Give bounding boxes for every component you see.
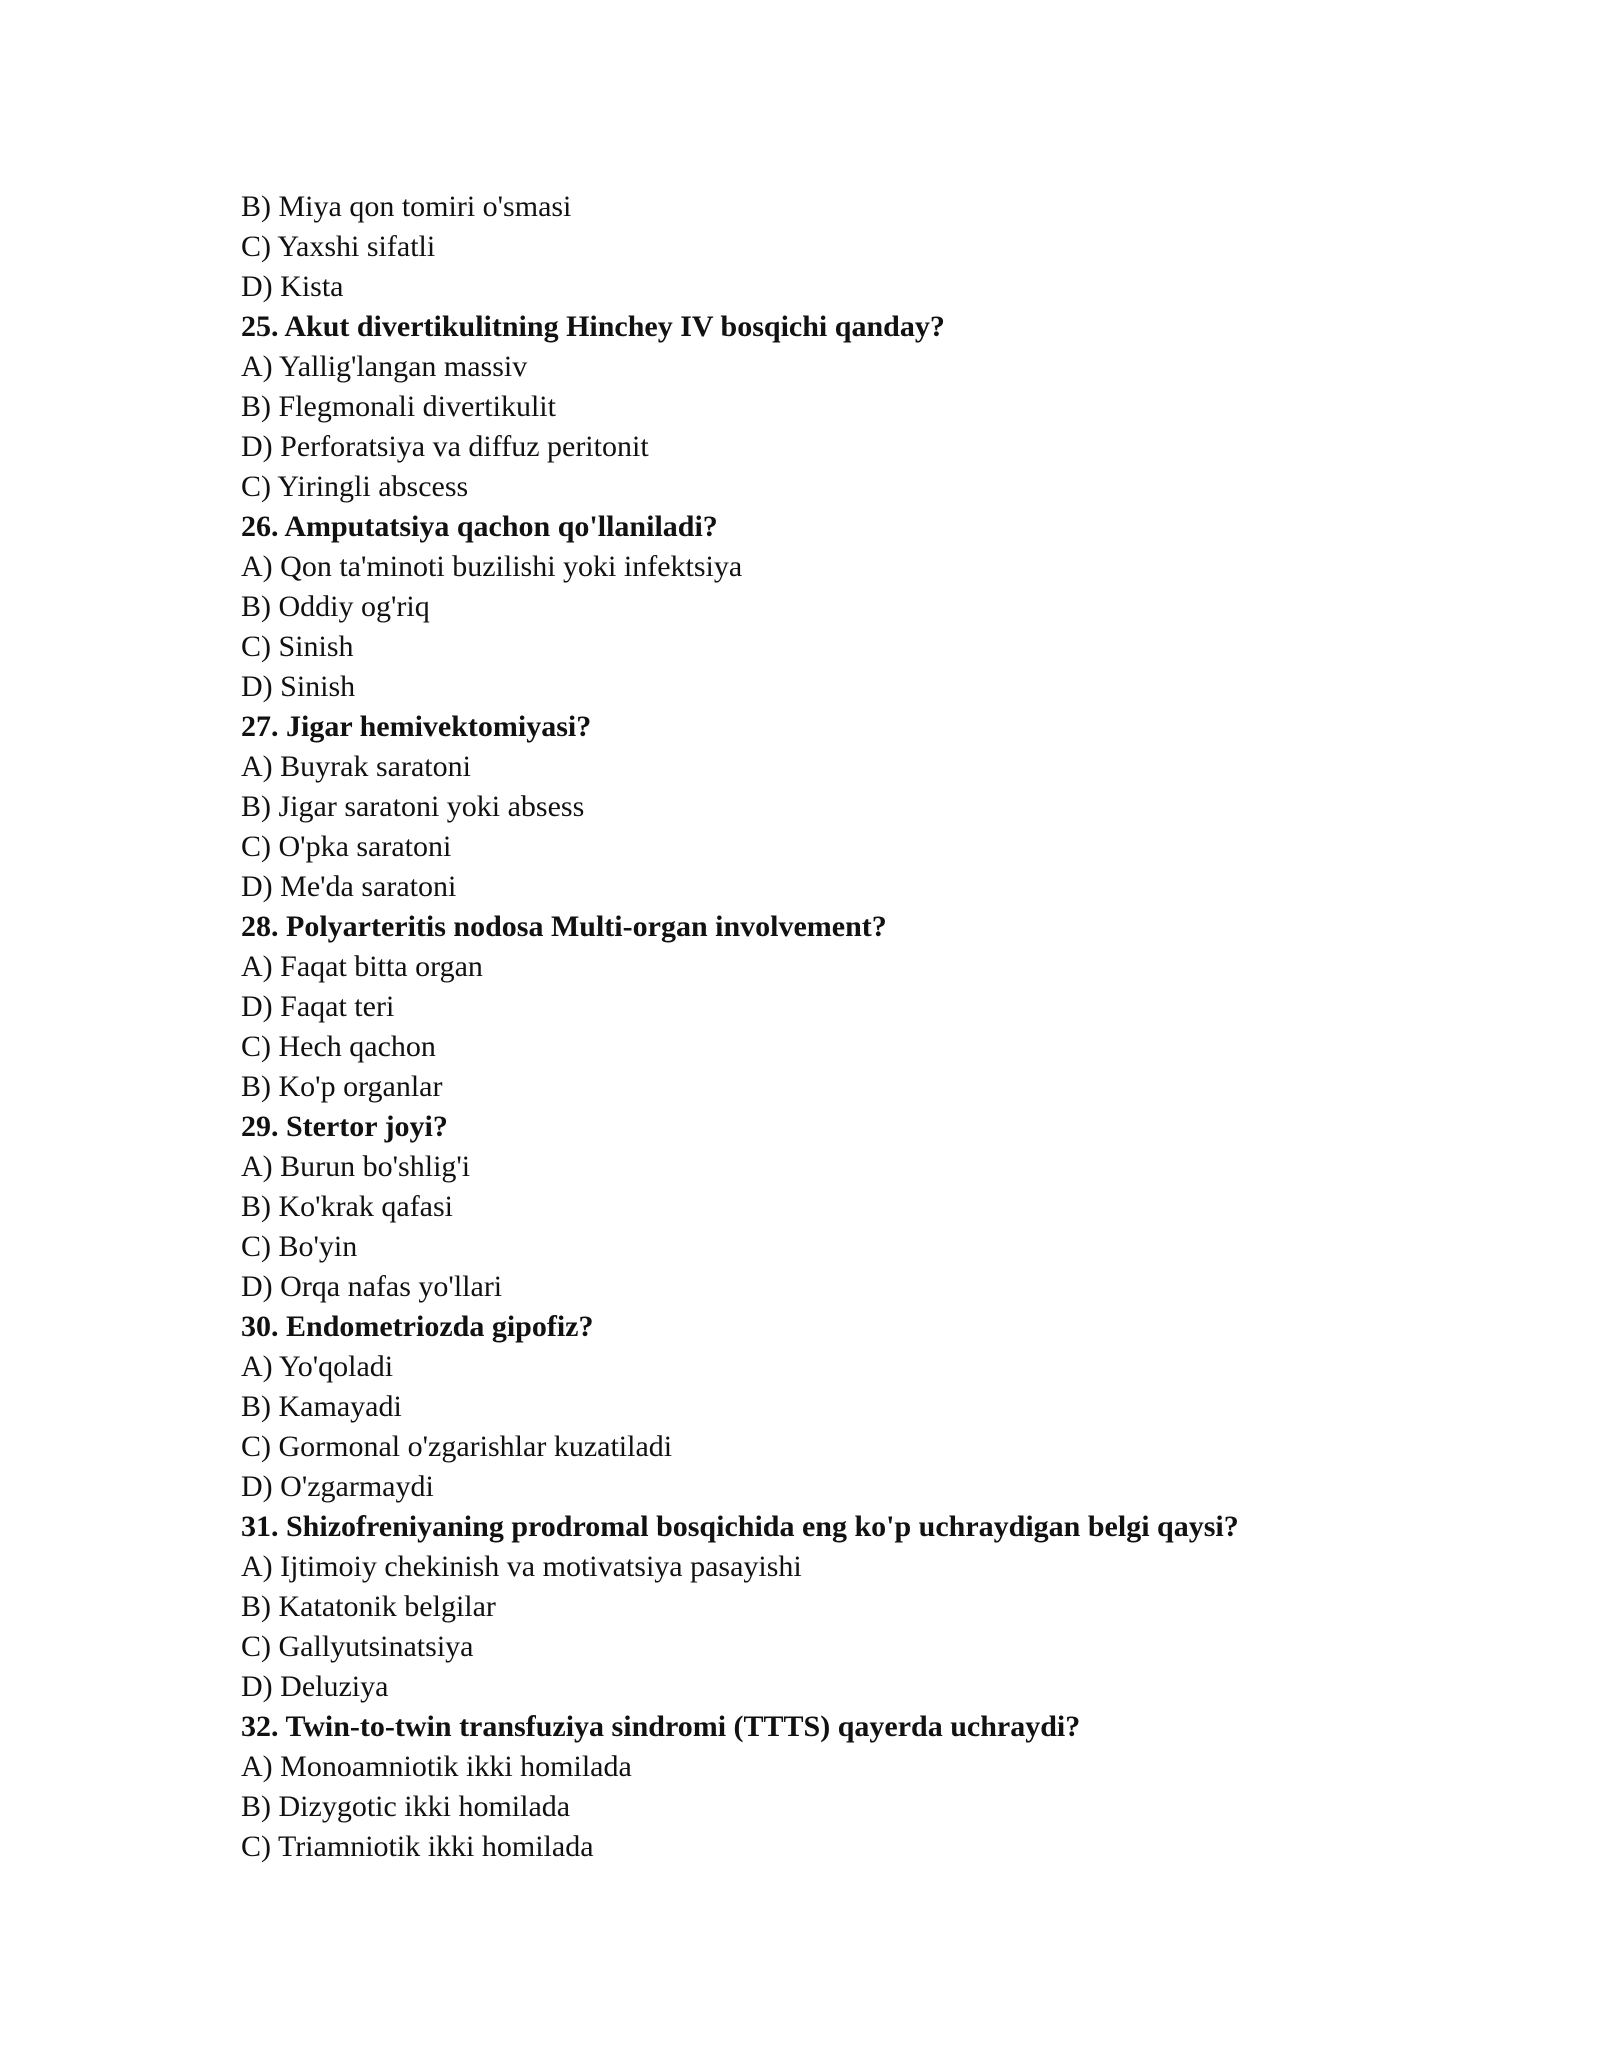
answer-option: B) Dizygotic ikki homilada — [241, 1790, 571, 1823]
answer-option: D) Deluziya — [241, 1670, 389, 1703]
answer-option: C) Sinish — [241, 630, 354, 663]
question-heading: 25. Akut divertikulitning Hinchey IV bosqichi qanday? — [241, 310, 945, 343]
question-heading: 30. Endometriozda gipofiz? — [241, 1310, 594, 1343]
answer-option: C) Bo'yin — [241, 1230, 358, 1263]
answer-option: A) Qon ta'minoti buzilishi yoki infektsiya — [241, 550, 743, 583]
question-heading: 28. Polyarteritis nodosa Multi-organ involvement? — [241, 910, 887, 943]
answer-option: B) Flegmonali divertikulit — [241, 390, 556, 423]
question-heading: 31. Shizofreniyaning prodromal bosqichida eng ko'p uchraydigan belgi qaysi? — [241, 1510, 1239, 1543]
answer-option: C) Gallyutsinatsiya — [241, 1630, 474, 1663]
question-list — [241, 187, 1441, 1867]
answer-option: C) Gormonal o'zgarishlar kuzatiladi — [241, 1430, 673, 1463]
question-heading: 26. Amputatsiya qachon qo'llaniladi? — [241, 510, 718, 543]
answer-option: B) Jigar saratoni yoki absess — [241, 790, 585, 823]
answer-option: B) Kamayadi — [241, 1390, 402, 1423]
question-heading: 32. Twin-to-twin transfuziya sindromi (TTTS) qayerda uchraydi? — [241, 1710, 1081, 1743]
answer-option: D) Me'da saratoni — [241, 870, 457, 903]
answer-option: A) Monoamniotik ikki homilada — [241, 1750, 632, 1783]
answer-option: C) Yaxshi sifatli — [241, 230, 436, 263]
answer-option: A) Ijtimoiy chekinish va motivatsiya pasayishi — [241, 1550, 802, 1583]
answer-option: C) Triamniotik ikki homilada — [241, 1830, 594, 1863]
answer-option: A) Buyrak saratoni — [241, 750, 471, 783]
question-heading: 29. Stertor joyi? — [241, 1110, 448, 1143]
answer-option: D) Perforatsiya va diffuz peritonit — [241, 430, 649, 463]
answer-option: D) Faqat teri — [241, 990, 395, 1023]
answer-option: D) Orqa nafas yo'llari — [241, 1270, 503, 1303]
answer-option: B) Ko'krak qafasi — [241, 1190, 454, 1223]
answer-option: C) Hech qachon — [241, 1030, 436, 1063]
answer-option: A) Yo'qoladi — [241, 1350, 394, 1383]
question-heading: 27. Jigar hemivektomiyasi? — [241, 710, 592, 743]
answer-option: B) Ko'p organlar — [241, 1070, 443, 1103]
answer-option: B) Katatonik belgilar — [241, 1590, 496, 1623]
answer-option: D) Sinish — [241, 670, 356, 703]
answer-option: B) Miya qon tomiri o'smasi — [241, 190, 572, 223]
answer-option: A) Faqat bitta organ — [241, 950, 483, 983]
answer-option: D) O'zgarmaydi — [241, 1470, 434, 1503]
answer-option: A) Burun bo'shlig'i — [241, 1150, 471, 1183]
answer-option: C) O'pka saratoni — [241, 830, 452, 863]
answer-option: C) Yiringli abscess — [241, 470, 469, 503]
answer-option: D) Kista — [241, 270, 344, 303]
answer-option: A) Yallig'langan massiv — [241, 350, 528, 383]
answer-option: B) Oddiy og'riq — [241, 590, 430, 623]
